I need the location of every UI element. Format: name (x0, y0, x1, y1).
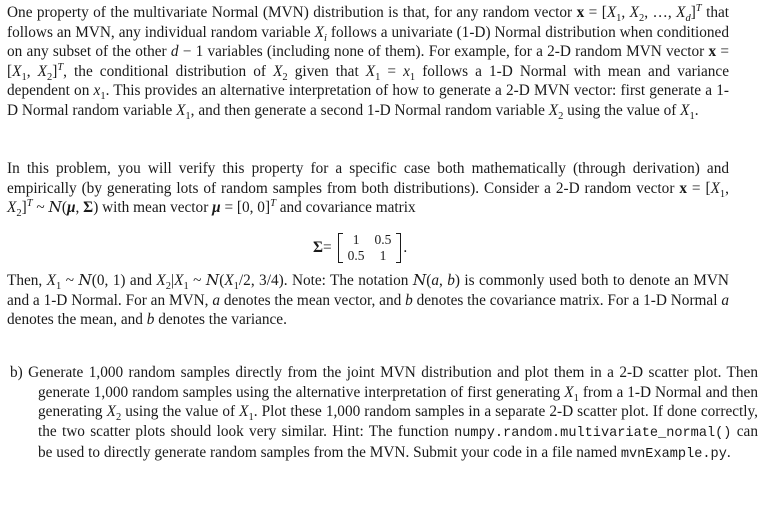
text-run: | (171, 272, 175, 289)
text-run: = [ (7, 43, 730, 80)
math-var: X (676, 4, 686, 21)
text-run: = [ (687, 179, 711, 197)
math-sub: i (324, 32, 327, 44)
math-var: X (629, 4, 640, 21)
math-var: x (403, 62, 410, 80)
math-var: X (606, 4, 617, 21)
normal-symbol: N (205, 271, 220, 289)
math-vector-x: x (708, 43, 717, 61)
text-run: , the conditional distribution of (63, 62, 274, 80)
matrix-cell: 0.5 (374, 232, 392, 247)
distribution-note-paragraph (7, 271, 729, 330)
math-sup: T (270, 198, 276, 210)
text-run: using the value of (563, 101, 681, 119)
intro-paragraph (7, 3, 729, 121)
code-function-name: numpy.random.multivariate_normal() (454, 425, 732, 441)
text-run: , (438, 272, 448, 289)
text-run: follows a 1-D Normal with mean and variance dependent on (7, 62, 729, 100)
text-run: . Plot these 1,000 random samples in a separate 2-D scatter plot. If done correctly, the two scatter plots should look very similar. Hint: The function (38, 403, 758, 440)
math-vector-x: x (576, 4, 585, 21)
text-run: − 1 variables (including none of them). For example, for a 2-D random MVN vector (178, 43, 709, 61)
text-run: denotes the covariance matrix. For a 1-D Normal (412, 291, 722, 309)
math-sup: T (26, 198, 33, 210)
math-mu: μ (67, 199, 76, 217)
math-var: X (239, 403, 249, 421)
math-var: X (224, 272, 234, 289)
text-run: , (621, 4, 630, 21)
text-run: using the value of (121, 403, 240, 421)
text-run: ~ (61, 272, 79, 289)
math-var: X (710, 179, 720, 197)
math-var: X (106, 403, 116, 421)
math-sub: 1 (233, 281, 239, 293)
text-run: ] (690, 4, 696, 21)
text-run: , and then generate a second 1-D Normal random variable (190, 101, 549, 119)
text-run: In this problem, you will verify this property for a specific case both mathematically (through derivation) and empirically (by generating lots of random samples from both distributions). Consider a 2-D random vector (7, 160, 729, 197)
matrix-symbol: Σ (313, 239, 324, 256)
covariance-matrix-equation (313, 228, 407, 268)
text-run: and covariance matrix (275, 199, 416, 217)
math-var: a (431, 272, 439, 289)
text-run: ) with mean vector (93, 199, 213, 217)
text-run: , (75, 199, 84, 217)
matrix-row (343, 248, 397, 264)
math-var: x (93, 82, 101, 100)
math-var: X (365, 62, 376, 80)
text-run: can be used to directly generate random samples from the MVN. Submit your code in a file named (38, 422, 758, 462)
math-var: X (273, 62, 283, 80)
math-var: X (548, 101, 559, 119)
math-var: X (46, 272, 57, 289)
text-run: = (380, 62, 404, 80)
math-vector-x: x (679, 179, 687, 197)
math-sigma: Σ (83, 199, 94, 217)
text-run: . This provides an alternative interpretation of how to generate a 2-D MVN vector: first generate a 1-D Normal random variable (7, 82, 729, 119)
text-run: Then, (7, 272, 47, 289)
math-sub: 1 (616, 13, 622, 25)
math-var: X (7, 199, 17, 217)
math-sub: 2 (165, 281, 172, 293)
text-run: . (726, 444, 731, 462)
text-run: /2, 3/4). Note: The notation (238, 272, 413, 289)
question-label: b) (10, 364, 23, 381)
text-run: ~ (32, 199, 49, 217)
period: . (403, 239, 408, 256)
math-sub: 2 (558, 111, 564, 123)
part-b-question (10, 363, 758, 465)
math-var: X (156, 272, 166, 289)
math-sub: 2 (16, 208, 22, 220)
math-sub: 1 (21, 71, 27, 83)
math-sup: T (57, 61, 64, 73)
text-run: denotes the variance. (154, 311, 287, 329)
math-sub: 1 (573, 392, 579, 404)
text-run: from a 1-D Normal and then generating (38, 383, 758, 421)
normal-symbol: N (412, 271, 427, 289)
text-run: . (694, 101, 699, 119)
math-sub: 1 (375, 71, 381, 83)
math-var: d (170, 43, 179, 61)
math-var: X (680, 101, 690, 119)
math-var: a (212, 291, 220, 309)
math-sub: d (685, 13, 691, 25)
text-run: ~ (188, 272, 206, 289)
matrix-row (343, 232, 397, 248)
text-run: ( (219, 272, 225, 289)
math-var: b (405, 291, 413, 309)
text-run: that follows an MVN, any individual random variable (7, 4, 730, 41)
matrix-grid (343, 232, 397, 264)
math-sub: 1 (185, 111, 191, 123)
normal-symbol: N (78, 271, 92, 289)
equals-sign: = (323, 239, 332, 256)
text-run: given that (287, 62, 366, 80)
math-var: X (37, 62, 47, 80)
math-sub: 2 (115, 412, 122, 424)
math-var: X (12, 62, 22, 80)
text-run: ( (426, 272, 432, 289)
text-run: One property of the multivariate Normal (MVN) distribution is that, for any random vector (7, 4, 577, 21)
text-run: follows a univariate (1-D) Normal distribution when conditioned on any subset of the other (7, 23, 729, 61)
normal-symbol: N (48, 198, 62, 217)
math-var: X (174, 272, 184, 289)
math-var: X (314, 23, 324, 41)
math-sub: 1 (248, 412, 254, 424)
covariance-matrix (338, 232, 402, 264)
problem-setup-paragraph (7, 159, 729, 218)
math-var: a (721, 291, 729, 309)
math-sub: 1 (100, 91, 106, 103)
text-run: ) is commonly used both to denote an MVN and a 1-D Normal. For an MVN, (7, 272, 729, 309)
text-run: , (26, 62, 38, 80)
math-var: X (564, 383, 574, 401)
math-sub: 2 (46, 71, 53, 83)
math-var: b (146, 311, 155, 329)
math-sub: 2 (282, 71, 288, 83)
text-run: Generate 1,000 random samples directly from the joint MVN distribution and plot them in a 2-D scatter plot. Then generate 1,000 random samples using the alternative interpretation of first generating (22, 364, 758, 401)
code-file-name: mvnExample.py (620, 447, 727, 463)
math-sub: 1 (689, 111, 695, 123)
text-run: ( (61, 199, 67, 217)
math-sub: 1 (56, 281, 62, 293)
text-run: , …, (644, 4, 677, 21)
text-run: ] (52, 62, 58, 80)
matrix-cell: 0.5 (347, 248, 365, 263)
math-mu: μ (212, 199, 221, 217)
math-sub: 2 (639, 13, 645, 25)
matrix-cell: 1 (379, 248, 387, 263)
math-sub: 1 (719, 188, 726, 200)
math-sub: 1 (183, 281, 189, 293)
text-run: = [0, 0] (220, 199, 271, 217)
text-run: denotes the mean, and (7, 311, 147, 329)
matrix-cell: 1 (352, 232, 360, 247)
text-run: , (725, 179, 729, 197)
text-run: = [ (584, 4, 607, 21)
text-run: denotes the mean vector, and (219, 291, 406, 309)
text-run: ] (21, 199, 27, 217)
math-var: b (447, 272, 455, 289)
math-var: X (176, 101, 186, 119)
math-sub: 1 (409, 71, 416, 83)
math-sup: T (695, 2, 702, 14)
text-run: (0, 1) and (91, 272, 157, 289)
